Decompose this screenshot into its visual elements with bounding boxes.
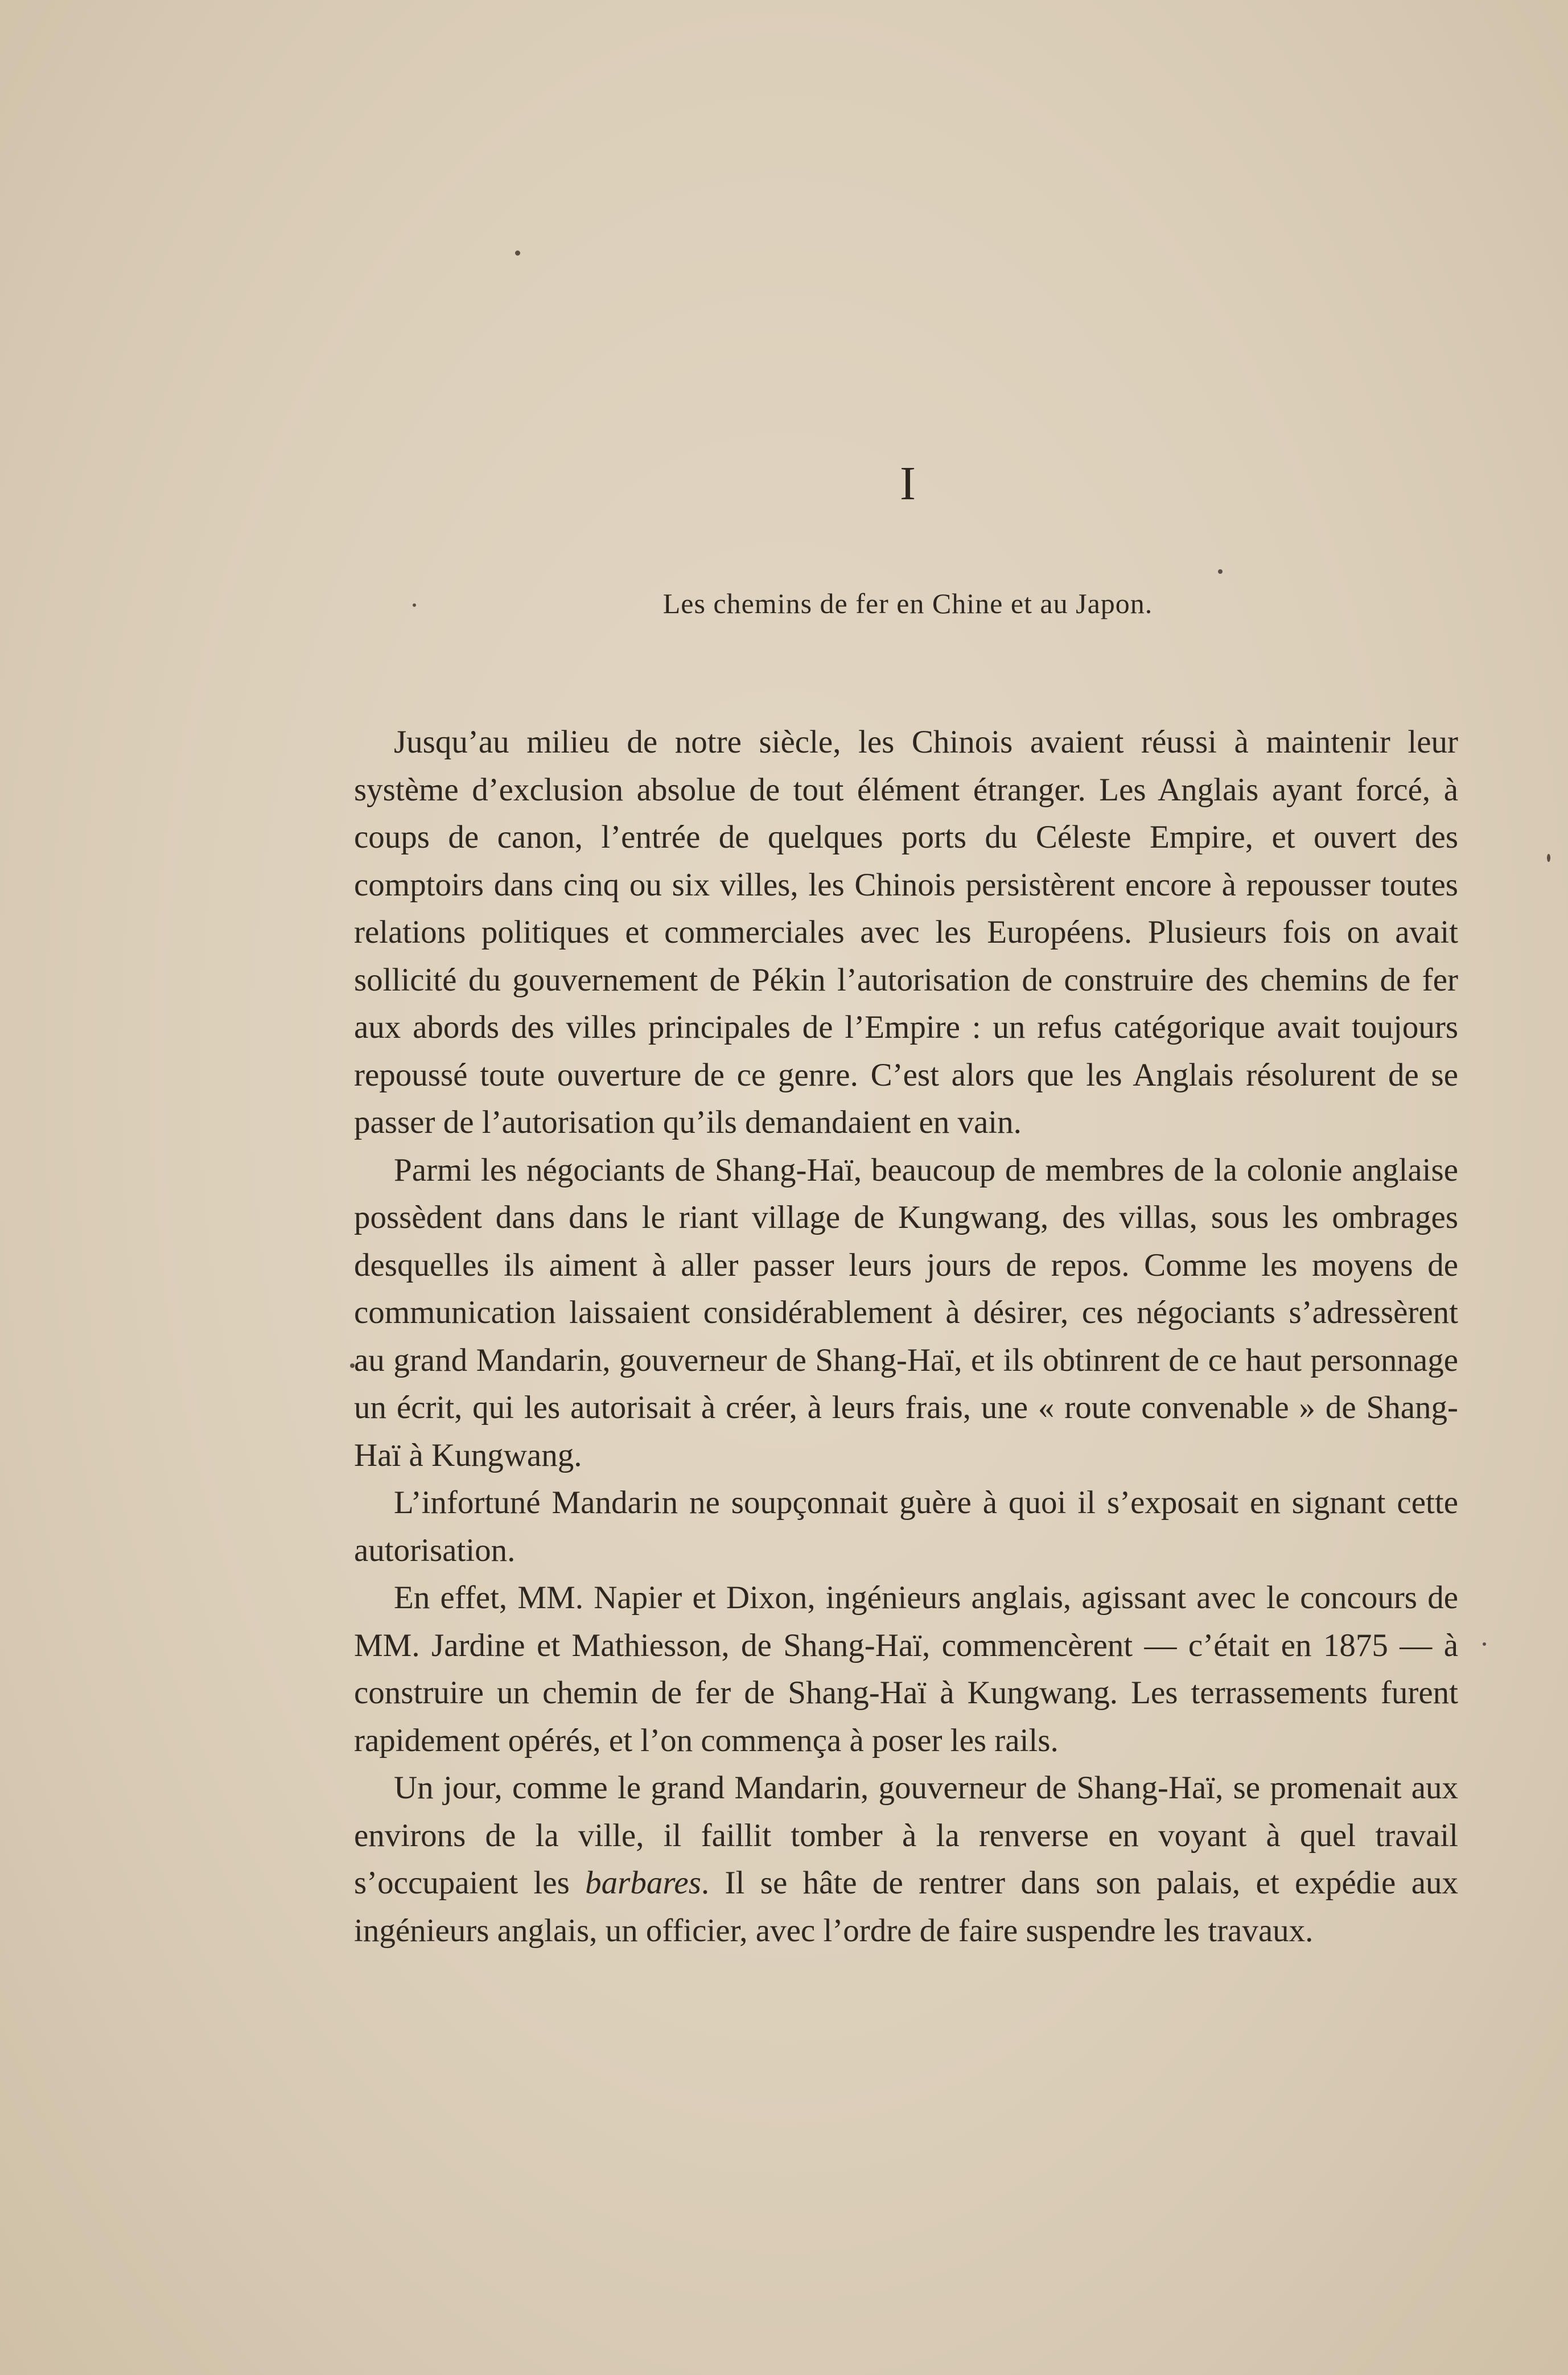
paragraph-4: En effet, MM. Napier et Dixon, ingénieurs anglais, agissant avec le concours de MM. Jardine et Mathiesson, de Shang-Haï, commencèrent — c’était en 1875 — à construire un chemin de fer de Shang-Haï à Kungwang. Les terrassements furent rapidement opérés, et l’on commença à poser les rails. — [354, 1580, 1458, 1758]
paragraph-1: Jusqu’au milieu de notre siècle, les Chinois avaient réussi à maintenir leur système d’exclusion absolue de tout élément étranger. Les Anglais ayant forcé, à coups de canon, l’entrée de quelques ports du Céleste Empire, et ouvert des comptoirs dans cinq ou six villes, les Chinois persistèrent encore à repousser toutes relations politiques et commerciales avec les Européens. Plusieurs fois on avait sollicité du gouvernement de Pékin l’autorisation de construire des chemins de fer aux abords des villes principales de l’Empire : un refus catégorique avait toujours repoussé toute ouverture de ce genre. C’est alors que les Anglais résolurent de se passer de l’autorisation qu’ils demandaient en vain. — [354, 724, 1458, 1140]
paragraph-5-after: . Il se hâte de rentrer dans son palais, et expédie aux ingénieurs anglais, un officier, avec l’ordre de faire suspendre les travaux. — [354, 1865, 1458, 1949]
emphasis-barbares: barbares — [585, 1865, 701, 1901]
paragraph-2: Parmi les négociants de Shang-Haï, beaucoup de membres de la colonie anglaise possèdent dans dans le riant village de Kungwang, des villas, sous les ombrages desquelles ils aiment à aller passer leurs jours de repos. Comme les moyens de communication laissaient considérablement à désirer, ces négociants s’adressèrent au grand Mandarin, gouverneur de Shang-Haï, et ils obtinrent de ce haut personnage un écrit, qui les autorisait à créer, à leurs frais, une « route convenable » de Shang-Haï à Kungwang. — [354, 1152, 1458, 1473]
paper-speck — [1483, 1642, 1486, 1646]
paragraph-5 — [354, 1764, 1458, 1954]
paragraph-5-before: Un jour, comme le grand Mandarin, gouverneur de Shang-Haï, se promenait aux environs de la ville, il faillit tomber à la renverse en voyant à quel travail s’occupaient les — [354, 1770, 1458, 1901]
paragraph-3: L’infortuné Mandarin ne soupçonnait guère à quoi il s’exposait en signant cette autorisation. — [354, 1485, 1458, 1568]
chapter-numeral: I — [900, 457, 916, 510]
chapter-title: Les chemins de fer en Chine et au Japon. — [662, 587, 1153, 619]
body-text — [354, 718, 1458, 1954]
paper-speck — [1218, 569, 1223, 574]
paper-speck — [515, 250, 520, 256]
paper-speck — [1547, 854, 1550, 862]
